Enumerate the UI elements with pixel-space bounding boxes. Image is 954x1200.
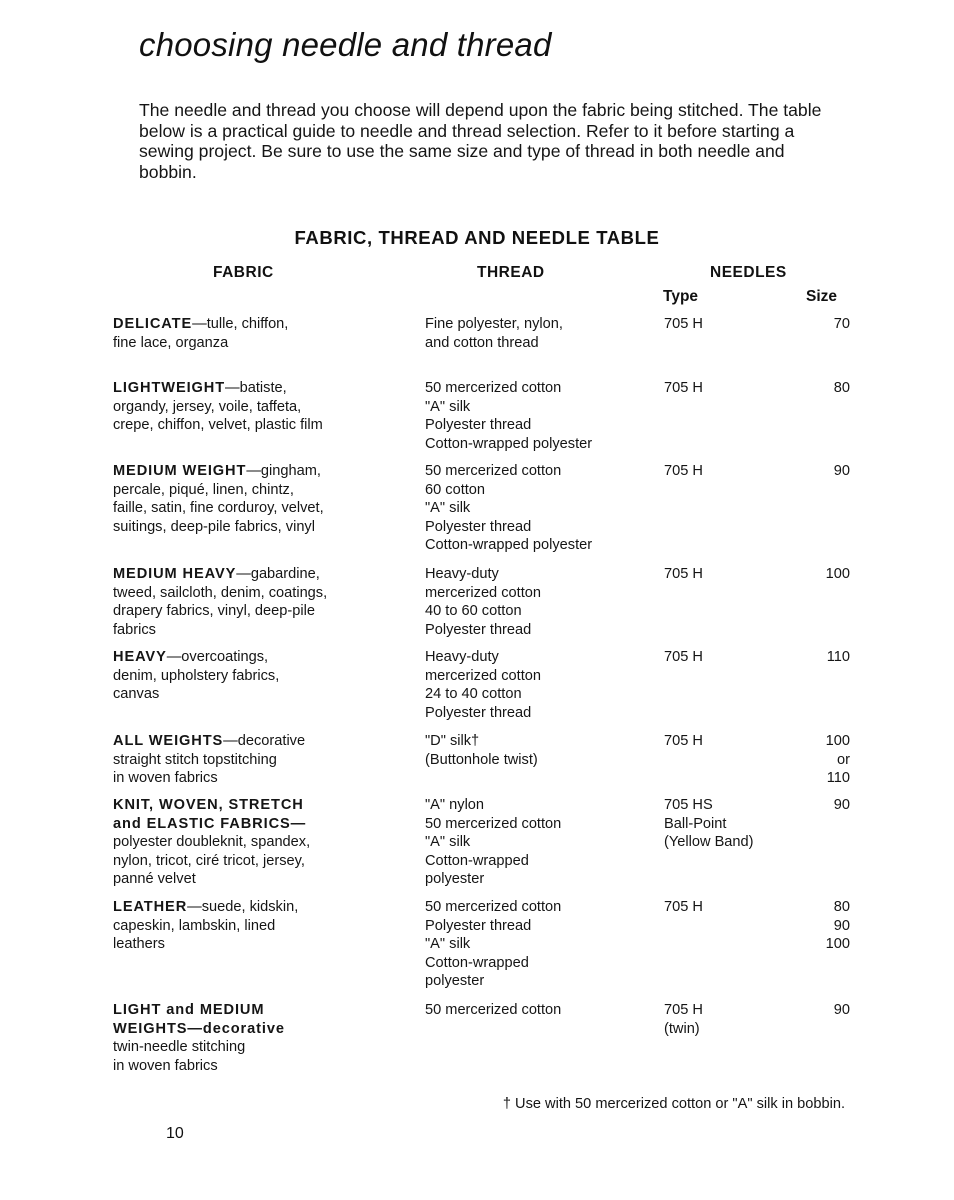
thread-cell (425, 648, 655, 722)
thread-cell-line: 24 to 40 cotton (425, 686, 522, 702)
fabric-title: MEDIUM WEIGHT (113, 463, 247, 479)
fabric-first-line (113, 796, 413, 815)
fabric-line: twin-needle stitching (113, 1039, 246, 1055)
fabric-cell (113, 379, 413, 435)
needle-size-cell-line: 90 (833, 917, 850, 934)
fabric-title: LIGHT and MEDIUM (113, 1002, 265, 1018)
needle-type-cell-line: 705 H (664, 733, 703, 749)
needle-type-cell-line: (Yellow Band) (664, 834, 754, 850)
fabric-line: organdy, jersey, voile, taffeta, (113, 398, 302, 415)
thread-cell-line: 40 to 60 cotton (425, 603, 522, 619)
needle-size-cell (780, 796, 850, 815)
fabric-desc: —gingham, (246, 463, 321, 479)
thread-cell-line: "A" silk (425, 936, 471, 952)
fabric-title: LEATHER (113, 899, 188, 915)
needle-size-cell-line: 110 (826, 770, 850, 786)
fabric-line: suitings, deep-pile fabrics, vinyl (113, 518, 315, 535)
needle-type-cell-line: 705 HS (664, 797, 713, 813)
thread-cell-line: 50 mercerized cotton (425, 899, 562, 915)
fabric-cell (113, 315, 413, 352)
fabric-line: in woven fabrics (113, 770, 218, 786)
needle-size-cell-line: 80 (833, 380, 850, 396)
fabric-desc: —suede, kidskin, (187, 899, 299, 915)
thread-cell-line: Polyester thread (425, 518, 532, 535)
thread-cell-line: Heavy-duty (425, 649, 499, 665)
needle-size-cell (780, 1001, 850, 1020)
thread-cell-line: 60 cotton (425, 481, 486, 498)
fabric-title: ALL WEIGHTS (113, 733, 224, 749)
needle-size-cell-line: 90 (833, 463, 850, 479)
thread-cell (425, 732, 655, 769)
thread-cell-line: "A" silk (425, 834, 471, 850)
needle-size-cell-line: or (837, 751, 850, 768)
thread-cell (425, 315, 655, 352)
fabric-line: capeskin, lambskin, lined (113, 917, 276, 934)
fabric-line: fine lace, organza (113, 334, 229, 351)
fabric-title: HEAVY (113, 649, 167, 665)
needle-size-cell (780, 379, 850, 398)
thread-cell-line: (Buttonhole twist) (425, 751, 538, 768)
needle-size-cell-line: 110 (826, 649, 850, 665)
fabric-column-header: FABRIC (213, 264, 274, 281)
intro-paragraph: The needle and thread you choose will depend upon the fabric being stitched. The table below is a practical guide to needle and thread selection. Refer to it before starting a sewing project. Be sure to use the same size and type of thread in both needle and bobbin. (139, 100, 822, 182)
needle-size-cell (780, 648, 850, 667)
fabric-first-line (113, 732, 413, 751)
thread-cell (425, 565, 655, 639)
thread-cell-line: polyester (425, 973, 485, 989)
page-title: choosing needle and thread (139, 26, 552, 63)
thread-cell (425, 379, 655, 453)
thread-cell-line: Cotton-wrapped (425, 852, 529, 869)
needle-size-cell (780, 315, 850, 334)
needle-size-cell (780, 462, 850, 481)
fabric-desc: —gabardine, (236, 566, 320, 582)
thread-cell-line: Polyester thread (425, 621, 532, 638)
table-title: FABRIC, THREAD AND NEEDLE TABLE (294, 227, 660, 248)
needle-size-cell-line: 90 (833, 1002, 850, 1018)
fabric-line: leathers (113, 936, 165, 952)
thread-cell-line: 50 mercerized cotton (425, 1002, 562, 1018)
fabric-line: in woven fabrics (113, 1057, 218, 1074)
needle-type-cell-line: 705 H (664, 463, 703, 479)
thread-cell-line: 50 mercerized cotton (425, 815, 562, 832)
fabric-cell (113, 462, 413, 536)
fabric-first-line (113, 462, 413, 481)
fabric-line: drapery fabrics, vinyl, deep-pile (113, 603, 315, 619)
needle-size-cell-line: 80 (833, 899, 850, 915)
thread-cell-line: 50 mercerized cotton (425, 463, 562, 479)
thread-cell-line: 50 mercerized cotton (425, 380, 562, 396)
thread-cell (425, 462, 655, 555)
thread-cell (425, 796, 655, 889)
fabric-cell (113, 565, 413, 639)
thread-cell-line: polyester (425, 871, 485, 887)
fabric-line: panné velvet (113, 871, 196, 887)
thread-cell-line: "A" silk (425, 398, 471, 415)
needle-type-cell-line: 705 H (664, 316, 703, 332)
size-subheader: Size (806, 288, 838, 305)
thread-cell-line: "A" silk (425, 500, 471, 516)
fabric-desc: —tulle, chiffon, (192, 316, 289, 332)
needle-size-cell-line: 70 (833, 316, 850, 332)
needle-type-cell-line: 705 H (664, 566, 703, 582)
fabric-first-line (113, 648, 413, 667)
thread-cell (425, 1001, 655, 1020)
fabric-title: MEDIUM HEAVY (113, 566, 237, 582)
thread-cell-line: Polyester thread (425, 704, 532, 721)
fabric-cell (113, 648, 413, 704)
fabric-first-line (113, 565, 413, 584)
thread-cell (425, 898, 655, 991)
thread-cell-line: "A" nylon (425, 797, 485, 813)
needles-column-header: NEEDLES (710, 264, 787, 281)
needle-size-cell (780, 565, 850, 584)
thread-cell-line: "D" silk† (425, 733, 480, 749)
fabric-cell (113, 732, 413, 788)
thread-cell-line: mercerized cotton (425, 667, 541, 684)
fabric-cell (113, 796, 413, 889)
needle-size-cell-line: 100 (825, 733, 850, 749)
fabric-title: LIGHTWEIGHT (113, 380, 226, 396)
fabric-line: nylon, tricot, ciré tricot, jersey, (113, 852, 305, 869)
needle-type-cell-line: (twin) (664, 1020, 700, 1037)
thread-cell-line: Fine polyester, nylon, (425, 316, 563, 332)
fabric-desc: —batiste, (225, 380, 287, 396)
fabric-line: percale, piqué, linen, chintz, (113, 481, 294, 498)
fabric-title: KNIT, WOVEN, STRETCH (113, 797, 304, 813)
thread-cell-line: Polyester thread (425, 417, 532, 433)
fabric-line: tweed, sailcloth, denim, coatings, (113, 584, 328, 601)
fabric-cell (113, 1001, 413, 1075)
fabric-first-line (113, 315, 413, 334)
fabric-desc: —overcoatings, (166, 649, 269, 665)
page-number: 10 (166, 1125, 184, 1142)
fabric-cell (113, 898, 413, 954)
fabric-line: crepe, chiffon, velvet, plastic film (113, 417, 323, 433)
fabric-first-line (113, 1001, 413, 1020)
needle-size-cell (780, 732, 850, 788)
needle-type-cell-line: 705 H (664, 899, 703, 915)
needle-type-cell-line: 705 H (664, 649, 703, 665)
thread-cell-line: and cotton thread (425, 334, 539, 351)
fabric-title: DELICATE (113, 316, 193, 332)
fabric-line: denim, upholstery fabrics, (113, 667, 280, 684)
type-subheader: Type (663, 288, 699, 305)
thread-cell-line: Cotton-wrapped polyester (425, 435, 593, 452)
thread-cell-line: Cotton-wrapped (425, 954, 529, 971)
needle-size-cell-line: 90 (833, 797, 850, 813)
needle-size-cell-line: 100 (825, 566, 850, 582)
fabric-line: straight stitch topstitching (113, 751, 277, 768)
fabric-line: polyester doubleknit, spandex, (113, 834, 311, 850)
fabric-line: fabrics (113, 621, 156, 638)
fabric-line: WEIGHTS—decorative (113, 1020, 285, 1037)
fabric-desc: —decorative (223, 733, 306, 749)
fabric-line: and ELASTIC FABRICS— (113, 815, 307, 832)
fabric-line: faille, satin, fine corduroy, velvet, (113, 500, 324, 516)
footnote: † Use with 50 mercerized cotton or "A" silk in bobbin. (502, 1096, 845, 1112)
fabric-first-line (113, 379, 413, 398)
fabric-line: canvas (113, 686, 160, 702)
thread-cell-line: Cotton-wrapped polyester (425, 537, 593, 553)
needle-type-cell-line: Ball-Point (664, 815, 727, 832)
thread-column-header: THREAD (477, 264, 545, 281)
needle-size-cell (780, 898, 850, 954)
thread-cell-line: Heavy-duty (425, 566, 499, 582)
needle-type-cell-line: 705 H (664, 380, 703, 396)
needle-size-cell-line: 100 (825, 936, 850, 952)
needle-type-cell-line: 705 H (664, 1002, 703, 1018)
thread-cell-line: Polyester thread (425, 917, 532, 934)
thread-cell-line: mercerized cotton (425, 584, 541, 601)
fabric-first-line (113, 898, 413, 917)
